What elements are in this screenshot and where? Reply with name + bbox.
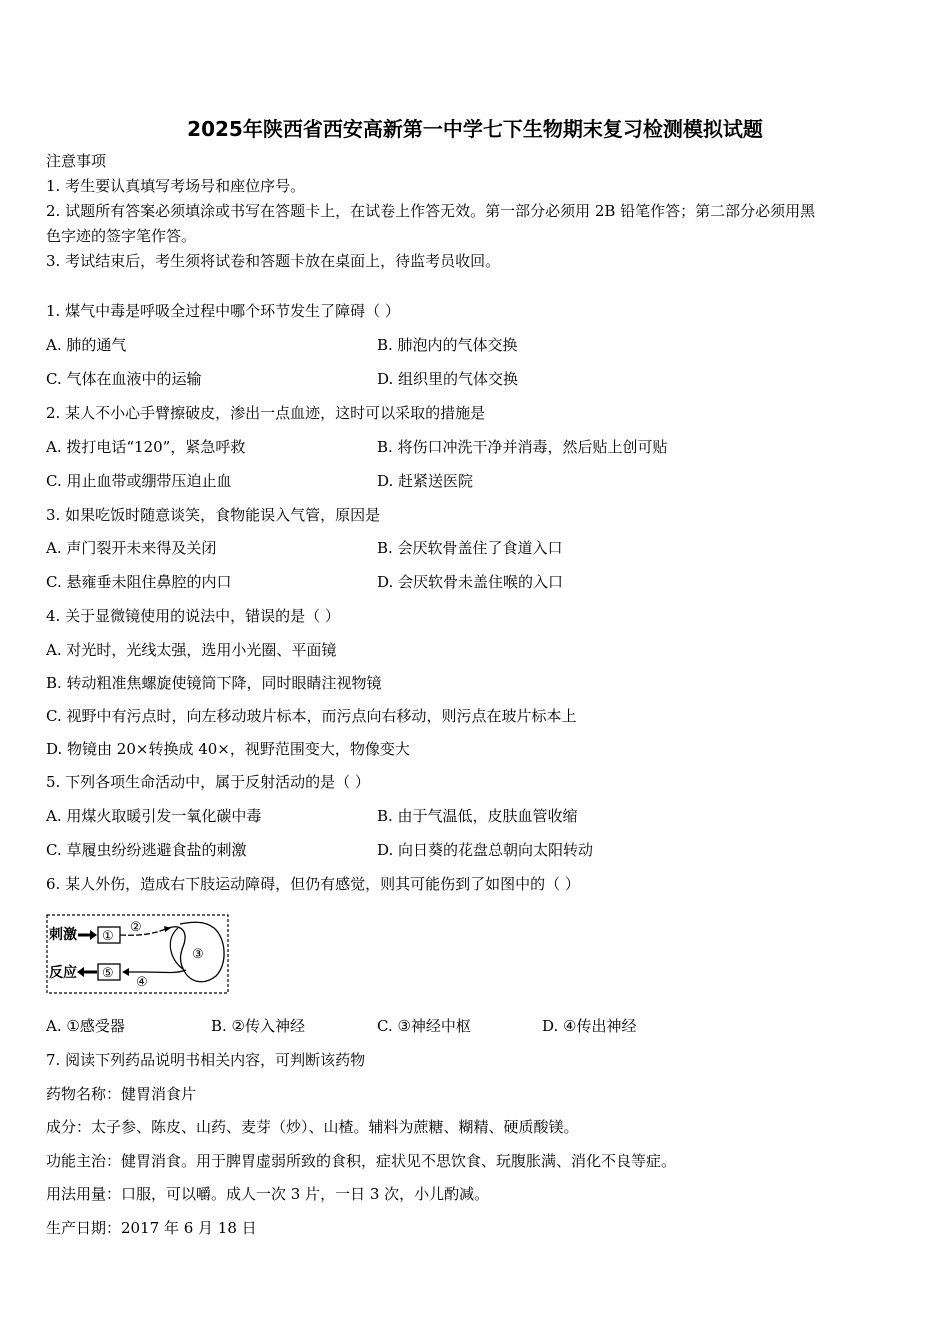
notice-item: 色字迹的签字笔作答。 <box>46 227 197 245</box>
reflex-arc-diagram <box>46 914 229 994</box>
center-number: ③ <box>192 947 204 962</box>
question-5-stem: 5. 下列各项生命活动中，属于反射活动的是（ ） <box>46 773 370 791</box>
response-label: 反应 <box>49 965 77 981</box>
notice-item: 2. 试题所有答案必须填涂或书写在答题卡上，在试卷上作答无效。第一部分必须用 2B 铅笔作答；第二部分必须用黑 <box>46 202 816 220</box>
question-2-option-c: C. 用止血带或绷带压迫止血 <box>46 472 232 490</box>
notice-item: 1. 考生要认真填写考场号和座位序号。 <box>46 177 306 195</box>
question-5-option-a: A. 用煤火取暖引发一氧化碳中毒 <box>46 807 262 825</box>
efferent-nerve <box>126 970 186 973</box>
question-4-option-d: D. 物镜由 20×转换成 40×，视野范围变大，物像变大 <box>46 740 410 758</box>
efferent-number: ④ <box>136 975 148 990</box>
question-3-stem: 3. 如果吃饭时随意谈笑，食物能误入气管，原因是 <box>46 506 381 524</box>
question-5-option-b: B. 由于气温低，皮肤血管收缩 <box>377 807 578 825</box>
question-6-option-b: B. ②传入神经 <box>211 1017 306 1035</box>
question-4-option-c: C. 视野中有污点时，向左移动玻片标本，而污点向右移动，则污点在玻片标本上 <box>46 707 577 725</box>
stimulus-arrowhead <box>90 930 97 940</box>
question-1-stem: 1. 煤气中毒是呼吸全过程中哪个环节发生了障碍（ ） <box>46 302 400 320</box>
question-5-option-d: D. 向日葵的花盘总朝向太阳转动 <box>377 841 594 859</box>
page-title: 2025年陕西省西安高新第一中学七下生物期末复习检测模拟试题 <box>187 117 763 141</box>
drug-production-date: 生产日期：2017 年 6 月 18 日 <box>46 1219 257 1237</box>
question-2-option-d: D. 赶紧送医院 <box>377 472 474 490</box>
question-2-option-b: B. 将伤口冲洗干净并消毒，然后贴上创可贴 <box>377 438 668 456</box>
question-1-option-d: D. 组织里的气体交换 <box>377 370 519 388</box>
question-3-option-d: D. 会厌软骨未盖住喉的入口 <box>377 573 564 591</box>
question-6-option-c: C. ③神经中枢 <box>377 1017 471 1035</box>
question-6-option-a: A. ①感受器 <box>46 1017 125 1035</box>
question-4-option-a: A. 对光时，光线太强，选用小光圈、平面镜 <box>46 641 337 659</box>
question-3-option-a: A. 声门裂开未来得及关闭 <box>46 539 217 557</box>
question-2-option-a: A. 拨打电话“120”，紧急呼救 <box>46 438 246 456</box>
question-6-option-d: D. ④传出神经 <box>542 1017 637 1035</box>
drug-dosage: 用法用量：口服，可以嚼。成人一次 3 片，一日 3 次，小儿酌减。 <box>46 1185 490 1203</box>
drug-name: 药物名称：健胃消食片 <box>46 1085 197 1103</box>
question-6-stem: 6. 某人外伤，造成右下肢运动障碍，但仍有感觉，则其可能伤到了如图中的（ ） <box>46 875 580 893</box>
effector-number: ⑤ <box>102 966 114 981</box>
question-3-option-c: C. 悬雍垂未阻住鼻腔的内口 <box>46 573 232 591</box>
drug-ingredients: 成分：太子参、陈皮、山药、麦芽（炒）、山楂。辅料为蔗糖、糊精、硬质酸镁。 <box>46 1118 579 1136</box>
afferent-nerve <box>120 928 168 935</box>
question-4-stem: 4. 关于显微镜使用的说法中，错误的是（ ） <box>46 607 340 625</box>
receptor-number: ① <box>102 929 114 944</box>
question-1-option-c: C. 气体在血液中的运输 <box>46 370 202 388</box>
question-3-option-b: B. 会厌软骨盖住了食道入口 <box>377 539 563 557</box>
drug-indications: 功能主治：健胃消食。用于脾胃虚弱所致的食积，症状见不思饮食、玩腹胀满、消化不良等症。 <box>46 1152 677 1170</box>
question-5-option-c: C. 草履虫纷纷逃避食盐的刺激 <box>46 841 247 859</box>
question-4-option-b: B. 转动粗准焦螺旋使镜筒下降，同时眼睛注视物镜 <box>46 674 382 692</box>
stimulus-label: 刺激 <box>49 927 77 943</box>
notice-heading: 注意事项 <box>46 152 107 170</box>
notice-item: 3. 考试结束后，考生须将试卷和答题卡放在桌面上，待监考员收回。 <box>46 252 501 270</box>
question-1-option-a: A. 肺的通气 <box>46 336 127 354</box>
question-2-stem: 2. 某人不小心手臂擦破皮，渗出一点血迹，这时可以采取的措施是 <box>46 404 486 422</box>
question-7-stem: 7. 阅读下列药品说明书相关内容，可判断该药物 <box>46 1051 366 1069</box>
afferent-number: ② <box>130 920 142 935</box>
question-1-option-b: B. 肺泡内的气体交换 <box>377 336 518 354</box>
